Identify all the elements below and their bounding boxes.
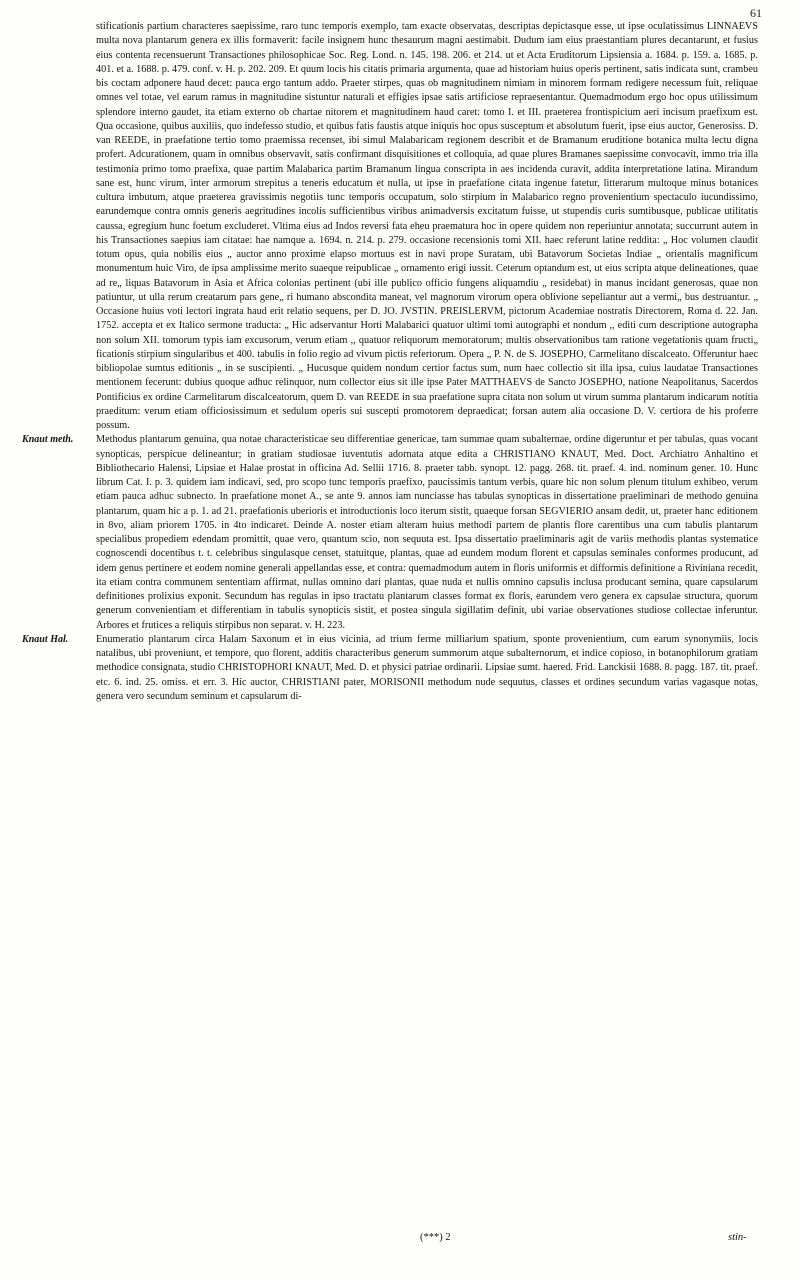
margin-note: Knaut Hal. bbox=[22, 633, 69, 645]
paragraph-text: Methodus plantarum genuina, qua notae characteristicae seu differentiae genericae, tam summae quam subalternae, ordine digeruntur et per tabulas, quas vocant synopticas, perspicue delineantur; in gratiam studiosae iuventutis adornata atque edita a CHRISTIANO KNAUT, Med. Doct. Archiatro Anhaltino et Bibliothecario Halensi, Lipsiae et Halae prostat in officina Ad. Sellii 1716. 8. praeter tabb. synopt. 12. pagg. 268. tit. praef. 4. ind. nominum gener. 10. Hunc librum Cat. I. p. 3. quidem iam indicavi, sed, pro scopo tunc temporis praefixo, paucissimis tantum verbis, quare hic non solum plenum titulum exhibeo, verum etiam pauca adhuc subnecto. In praefatione monet A., se ante 9. annos iam nunciasse has tabulas synopticas in dissertatione praeliminari de methodo genuina plantarum, quam hic a p. 1. ad 21. praefationis uberioris et introductionis loco iterum sistit, quaeque forsan SEGVIERIO ansam dedit, ut, praeter hanc editionem in 8vo, aliam priorem 1705. in 4to indicaret. Deinde A. noster etiam alteram huius methodi partem de plantis flore carentibus una cum tabulis plantarum specialibus propediem edendam promittit, quae vero, quantum scio, non sequuta est. Ipsa dissertatio praeliminaris agit de variis methodis plantas systematice cognoscendi docentibus t. t. celebribus singulasque censet, statuitque, plantas, quae ad eundem modum florent et capsulas seminales conformes producunt, ad idem genus pertinere et eodem nomine generali appellandas esse, et contra: quemadmodum autem in floris uniformis et difformis definitione a Riviniana recedit, ita etiam contra communem sententiam affirmat, nullas omnino dari plantas, quae nuda et nullis omnino capsulis inclusa producant semina, quare capsularum definitiones prolixius exponit. Secundum has regulas in ipso tractatu plantarum classes format ex floris, earundem vero genera ex capsulae structura, quorum generum convenientiam et differentiam in tabulis synopticis sistit, et postea singula sigillatim definit, ubi variae observationes studiose collectae inferuntur. Arbores et frutices a reliquis stirpibus non separat. v. H. 223. bbox=[96, 434, 758, 631]
catchword: stin- bbox=[728, 1232, 747, 1243]
paragraph-hortus-malabaricus bbox=[96, 20, 758, 433]
paragraph-text: Enumeratio plantarum circa Halam Saxonum et in eius vicinia, ad trium ferme milliarium spatium, sponte provenientium, cum earum synonymiis, locis natalibus, ubi proveniunt, et tempore, quo florent, additis characteribus generum summorum atque subalternorum, et indice copioso, in botanophilorum gratiam methodice consignata, studio CHRISTOPHORI KNAUT, Med. D. et physici patriae ordinarii. Lipsiae sumt. haered. Frid. Lanckisii 1688. 8. pagg. 187. tit. praef. etc. 6. ind. 25. omiss. et err. 3. Hic auctor, CHRISTIANI pater, MORISONII methodum nude sequutus, classes et ordines secundum varias vagasque notas, genera vero secundum seminum et capsularum di- bbox=[96, 633, 758, 702]
paragraph-knaut-methodus bbox=[22, 433, 758, 633]
paragraph-knaut-enumeratio bbox=[22, 633, 758, 704]
page-body bbox=[22, 20, 758, 704]
signature-mark: (***) 2 bbox=[420, 1232, 451, 1243]
paragraph-text: stificationis partium characteres saepissime, raro tunc temporis exemplo, tam exacte observatas, descriptas depictasque esse, ut ipse oculatissimus LINNAEVS multa nova plantarum genera ex illis formaverit: facile insignem hunc thesaurum magni aestimabit. Dudum iam eius praestantiam plures decantarunt, et fusius eius contenta recensuerunt Transactiones philosophicae Soc. Reg. Lond. n. 145. 198. 206. et 214. ut et Acta Eruditorum Lipsiensia a. 1684. p. 159. a. 1685. p. 401. et a. 1688. p. 479. conf. v. H. p. 202. 209. Et quum locis his citatis primaria argumenta, quae ad historiam huius operis pertinent, satis indicata sunt, crambeu bis coctam adponere haud decet: pauca ergo tantum addo. Praeter stirpes, quas ob magnitudinem nimiam in minorem formam redigere necessum fuit, reliquae omnes vel totae, vel earum ramus in magnitudine sistuntur naturali et effigies ipsae satis artificiose repraesentantur. Quemadmodum ergo hoc opus utilissimum splendore interno gaudet, ita etiam externo ob chartae nitorem et magnitudinem haud caret: tomo I. et III. praeterea frontispicium aeri incisum praefixum est. Qua occasione, quibus auxiliis, quo indefesso studio, et quibus fatis faustis atque iniquis hoc opus susceptum et absolutum fuerit, ipse eius auctor, Generosiss. D. van REEDE, in praefatione tertio tomo praemissa recenset, ibi simul Malabaricam regionem describit et de Bramanum eruditione botanica multa lectu digna profert. Adcurationem, quam in omnibus observavit, satis confirmant disquisitiones et colloquia, ad quae plures Bramanes saepissime convocavit, immo tria illa testimonia primo tomo praefixa, quae partim Malabarica partim Bramanum lingua conscripta in aes incidenda curavit, addita interpretatione latina. Mirandum sane est, hunc virum, inter armorum strepitus a teneris educatum et nulla, ut ipse in praefatione citata ingenue fatetur, litterarum multoque minus botanices cultura imbutum, atque praeterea gravissimis negotiis tunc temporis occupatum, solo stirpium in Malabarico regno provenientium spectaculo iucundissimo, earundemque contra omnis generis aegritudines incolis sufficientibus viribus animadversis excitatum fuisse, ut stupendis curis sumtibusque, publicae utilitatis caussa, egregium hunc foetum excluderet. Vltima eius ad Indos reversi fata eheu praematura hoc in opere quidem non reperiuntur annotata; succurrunt autem in his Transactiones saepius iam citatae: hae namque a. 1694. n. 214. p. 279. occasione recensionis tomi XII. haec referunt latine reddita: „ Hoc volumen claudit totum opus, quia nobilis eius „ auctor anno proxime elapso mortuus est in navi prope Suratam, ubi Batavorum Societas Indiae „ orientalis magnificum monumentum huic Viro, de ipsa amplissime merito suaeque reipublicae „ ornamento erigi iussit. Ceterum optandum est, ut eius scripta atque delineationes, quae ad re„ liquas Batavorum in Asia et Africa colonias pertinent (ubi ille publico officio fungens aliquamdiu „ residebat) in manus incidant generosas, quae non patiuntur, ut ulla rerum creatarum pars gene„ ri humano abscondita maneat, vel magnorum virorum opera oblivione sepeliantur aut a vermi„ bus destruantur. „ Occasione huius voti lectori ingrata haud erit relatio sequens, per D. JO. JVSTIN. PREISLERVM, pictorum Academiae nostratis Directorem, Roma d. 22. Jan. 1752. accepta et ex Italico sermone traducta: „ Hic adservantur Horti Malabarici quatuor ultimi tomi autographi et nondum ,, editi cum descriptione autographa non solum XII. tomorum typis iam excusorum, verum etiam ,, quatuor reliquorum memoratorum; multis observationibus tam ratione vegetationis quam fructi„ ficationis stirpium singularibus et 400. tabulis in folio regio ad vivum pictis refertorum. Opera „ P. N. de S. JOSEPHO, Carmelitano discalceato. Offeruntur haec bibliopolae sumtus editionis „ in se suscipienti. „ Hucusque quidem nondum certior factus sum, num haec collectio sit illa ipsa, cuius laudatae Transactiones mentionem fecerunt: dubius quoque adhuc relinquor, num collector eius sit ille ipse Pater MATTHAEVS de Sancto JOSEPHO, natione Neapolitanus, Sacerdos Pontificius ex ordine Carmelitarum discalceatorum, quem D. van REEDE in sua praefatione supra citata non solum ut virum summa plantarum indicarum notitia praeditum: verum etiam officiosissimum et sedulum operis sui suscepti promotorem depraedicat; forsan autem alia occasione D. V. certiora de his proferre possum. bbox=[96, 21, 758, 431]
margin-note: Knaut meth. bbox=[22, 434, 74, 446]
page-number: 61 bbox=[750, 6, 762, 20]
